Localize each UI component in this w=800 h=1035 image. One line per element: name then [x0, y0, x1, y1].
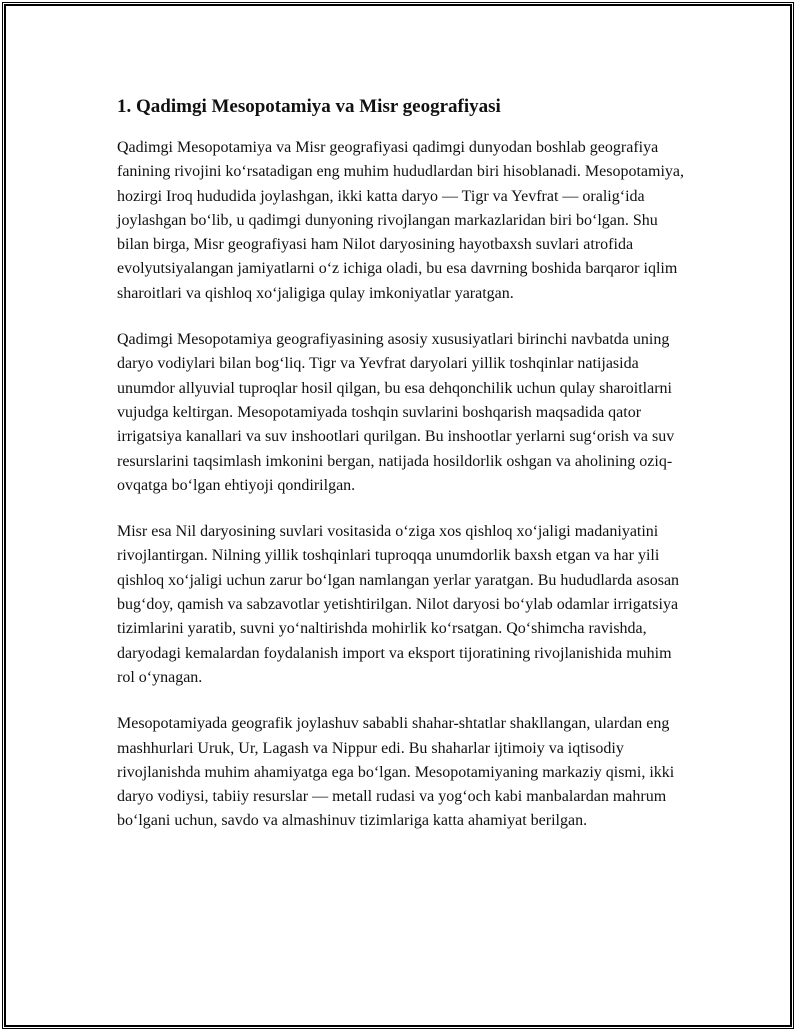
paragraph-3: Misr esa Nil daryosining suvlari vositasida o‘ziga xos qishloq xo‘jaligi madaniyatini rivojlantirgan. Nilning yillik toshqinlari tuproqqa unumdorlik baxsh etgan va har yili qishloq xo‘jaligi uchun zarur bo‘lgan namlangan yerlar yaratgan. Bu hududlarda asosan bug‘doy, qamish va sabzavotlar yetishtirilgan. Nilot daryosi bo‘ylab odamlar irrigatsiya tizimlarini yaratib, suvni yo‘naltirishda mohirlik ko‘rsatgan. Qo‘shimcha ravishda, daryodagi kemalardan foydalanish import va eksport tijoratining rivojlanishida muhim rol o‘ynagan. — [117, 523, 680, 686]
paragraph-2: Qadimgi Mesopotamiya geografiyasining asosiy xususiyatlari birinchi navbatda uning daryo vodiylari bilan bog‘liq. Tigr va Yevfrat daryolari yillik toshqinlar natijasida unumdor allyuvial tuproqlar hosil qilgan, bu esa dehqonchilik uchun qulay sharoitlarni vujudga keltirgan. Mesopotamiyada toshqin suvlarini boshqarish maqsadida qator irrigatsiya kanallari va suv inshootlari qurilgan. Bu inshootlar yerlarni sug‘orish va suv resurslarini taqsimlash imkonini bergan, natijada hosildorlik oshgan va aholining oziq-ovqatga bo‘lgan ehtiyoji qondirilgan. — [117, 331, 675, 494]
paragraph-1: Qadimgi Mesopotamiya va Misr geografiyasi qadimgi dunyodan boshlab geografiya fanining rivojini ko‘rsatadigan eng muhim hududlardan biri hisoblanadi. Mesopotamiya, hozirgi Iroq hududida joylashgan, ikki katta daryo — Tigr va Yevfrat — oralig‘ida joylashgan bo‘lib, u qadimgi dunyoning rivojlangan markazlaridan biri bo‘lgan. Shu bilan birga, Misr geografiyasi ham Nilot daryosining hayotbaxsh suvlari atrofida evolyutsiyalangan jamiyatlarni o‘z ichiga oladi, bu esa davrning boshida barqaror iqlim sharoitlari va qishloq xo‘jaligiga qulay imkoniyatlar yaratgan. — [117, 139, 684, 302]
section-heading: 1. Qadimgi Mesopotamiya va Misr geografiyasi — [117, 96, 501, 117]
document-body — [117, 94, 689, 856]
paragraph-4: Mesopotamiyada geografik joylashuv sababli shahar-shtatlar shakllangan, ulardan eng mashhurlari Uruk, Ur, Lagash va Nippur edi. Bu shaharlar ijtimoiy va iqtisodiy rivojlanishda muhim ahamiyatga ega bo‘lgan. Mesopotamiyaning markaziy qismi, ikki daryo vodiysi, tabiiy resurslar — metall rudasi va yog‘och kabi manbalardan mahrum bo‘lgani uchun, savdo va almashinuv tizimlariga katta ahamiyat berilgan. — [117, 715, 675, 830]
